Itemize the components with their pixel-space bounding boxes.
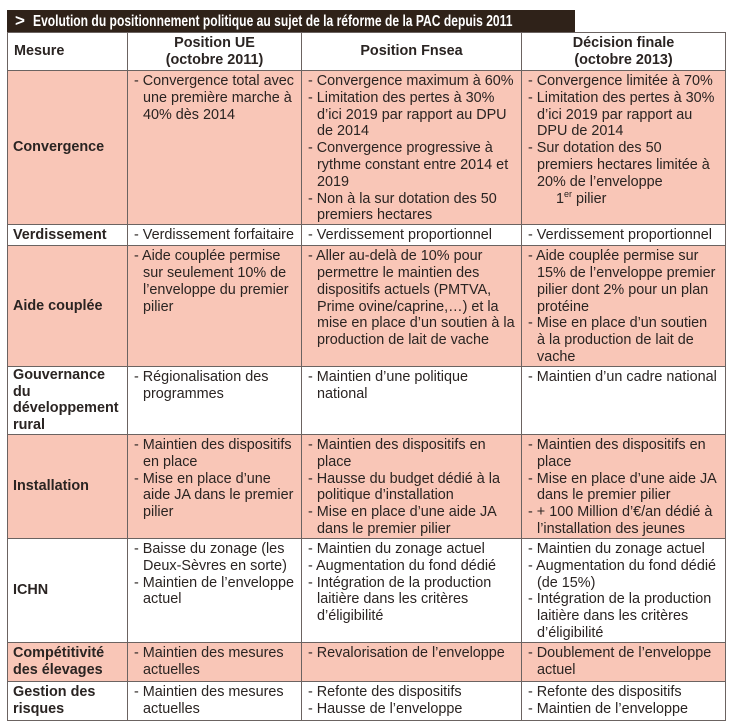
cell-finale — [522, 225, 726, 246]
bullet-item: - Augmentation du fond dédié (de 15%) — [528, 557, 717, 591]
cell-fnsea — [302, 366, 522, 434]
bullet-item: - Revalorisation de l’enveloppe — [308, 644, 505, 661]
cell-fnsea — [302, 538, 522, 642]
cell-finale — [522, 681, 726, 720]
measure-cell: Convergence — [8, 71, 128, 225]
bullet-item: - Maintien des dispositifs en place — [134, 436, 292, 470]
bullet-item-continuation — [528, 188, 719, 208]
measure-cell: Aide couplée — [8, 246, 128, 367]
bullet-item: - Intégration de la production laitière dans les critères d’éligibilité — [308, 574, 492, 625]
ordinal-suffix: er — [564, 188, 573, 199]
bullet-item: - Aller au-delà de 10% pour permettre le maintien des dispositifs actuels (PMTVA, Prime ovine/caprine,…) et la mise en place d’un soutien à la production de lait de vache — [308, 248, 515, 349]
table-row — [8, 681, 726, 720]
header-decision-finale — [522, 33, 726, 71]
bullet-item: - Mise en place d’une aide JA dans le premier pilier — [528, 470, 716, 504]
header-position-ue — [128, 33, 302, 71]
header-row — [8, 33, 726, 71]
bullet-item: - Régionalisation des programmes — [134, 368, 269, 402]
cell-ue — [128, 366, 302, 434]
bullet-item: - Aide couplée permise sur seulement 10% de l’enveloppe du premier pilier — [134, 248, 289, 315]
bullet-item: - Verdissement proportionnel — [528, 227, 712, 244]
cell-ue — [128, 71, 302, 225]
bullet-item: - Non à la sur dotation des 50 premiers hectares — [308, 190, 497, 224]
measure-cell: Gouvernance du développement rural — [8, 366, 128, 434]
bullet-item: - Maintien des mesures actuelles — [134, 683, 284, 717]
bullet-item: - Mise en place d’un soutien à la production de lait de vache — [528, 315, 708, 365]
pillar-number: 1 — [556, 190, 565, 207]
bullet-item: - Maintien du zonage actuel — [308, 540, 485, 557]
bullet-item: - Hausse du budget dédié à la politique d’installation — [308, 470, 501, 504]
pillar-label: pilier — [572, 190, 607, 207]
measure-cell: Installation — [8, 434, 128, 538]
chevron-right-icon: > — [15, 11, 25, 30]
cell-finale — [522, 71, 726, 225]
bullet-item: - Verdissement proportionnel — [308, 227, 492, 244]
cell-fnsea — [302, 642, 522, 681]
bullet-item: - Doublement de l’enveloppe actuel — [528, 644, 712, 678]
table-row — [8, 225, 726, 246]
bullet-item: - Sur dotation des 50 premiers hectares limitée à 20% de l’enveloppe — [528, 140, 710, 190]
cell-ue — [128, 225, 302, 246]
header-mesure — [8, 33, 128, 71]
bullet-item: - Convergence total avec une première marche à 40% dès 2014 — [134, 73, 294, 123]
bullet-item: - Maintien d’un cadre national — [528, 368, 717, 385]
cell-ue — [128, 681, 302, 720]
cell-fnsea — [302, 225, 522, 246]
header-mesure-label: Mesure — [14, 43, 65, 60]
bullet-item: - Convergence progressive à rythme constant entre 2014 et 2019 — [308, 140, 509, 190]
table-title-bar — [7, 10, 575, 32]
cell-finale — [522, 434, 726, 538]
bullet-item: - Limitation des pertes à 30% d’ici 2019 par rapport au DPU de 2014 — [528, 89, 715, 140]
table-row — [8, 642, 726, 681]
header-position-fnsea-label: Position Fnsea — [360, 43, 463, 60]
table-row — [8, 434, 726, 538]
table-row — [8, 538, 726, 642]
bullet-item: - Augmentation du fond dédié — [308, 557, 497, 574]
bullet-item: - Maintien des dispositifs en place — [308, 436, 486, 470]
header-position-fnsea — [302, 33, 522, 71]
bullet-item: - + 100 Million d’€/an dédié à l’installation des jeunes — [528, 504, 713, 537]
bullet-item: - Maintien des mesures actuelles — [134, 644, 284, 678]
bullet-item: - Intégration de la production laitière dans les critères d’éligibilité — [528, 591, 712, 641]
table-row — [8, 71, 726, 225]
bullet-item: - Refonte des dispositifs — [308, 683, 462, 700]
cell-finale — [522, 538, 726, 642]
cell-finale — [522, 642, 726, 681]
bullet-item: - Convergence limitée à 70% — [528, 73, 713, 89]
cell-fnsea — [302, 246, 522, 367]
table-row — [8, 366, 726, 434]
table-row — [8, 246, 726, 367]
bullet-item: - Maintien du zonage actuel — [528, 540, 705, 557]
measure-cell: Gestion des risques — [8, 681, 128, 720]
measure-cell: Compétitivité des élevages — [8, 642, 128, 681]
bullet-item: - Verdissement forfaitaire — [134, 227, 294, 244]
bullet-item: - Limitation des pertes à 30% d’ici 2019 par rapport au DPU de 2014 — [308, 89, 507, 140]
table-title: Evolution du positionnement politique au sujet de la réforme de la PAC depuis 2011 — [33, 13, 513, 30]
cell-fnsea — [302, 434, 522, 538]
header-decision-finale-line1: Décision finale — [572, 34, 675, 51]
bullet-item: - Maintien de l’enveloppe — [528, 700, 688, 717]
pac-reform-table — [7, 32, 726, 721]
bullet-item: - Mise en place d’une aide JA dans le premier pilier — [308, 504, 496, 537]
cell-ue — [128, 642, 302, 681]
measure-cell: ICHN — [8, 538, 128, 642]
header-position-ue-line1: Position UE — [174, 34, 255, 51]
bullet-item: - Maintien de l’enveloppe actuel — [134, 574, 294, 608]
bullet-item: - Aide couplée permise sur 15% de l’enveloppe premier pilier dont 2% pour un plan protéine — [528, 248, 716, 315]
measure-cell: Verdissement — [8, 225, 128, 246]
cell-fnsea — [302, 71, 522, 225]
cell-ue — [128, 538, 302, 642]
bullet-item: - Maintien des dispositifs en place — [528, 436, 706, 470]
bullet-item: - Baisse du zonage (les Deux-Sèvres en sorte) — [134, 540, 287, 574]
cell-fnsea — [302, 681, 522, 720]
bullet-item: - Maintien d’une politique national — [308, 368, 468, 402]
cell-ue — [128, 246, 302, 367]
bullet-item: - Convergence maximum à 60% — [308, 73, 514, 89]
bullet-item: - Refonte des dispositifs — [528, 683, 682, 700]
header-decision-finale-line2: (octobre 2013) — [574, 51, 673, 68]
cell-finale — [522, 246, 726, 367]
bullet-item: - Hausse de l’enveloppe — [308, 700, 463, 717]
cell-finale — [522, 366, 726, 434]
header-position-ue-line2: (octobre 2011) — [165, 51, 264, 68]
cell-ue — [128, 434, 302, 538]
bullet-item: - Mise en place d’une aide JA dans le premier pilier — [134, 470, 294, 521]
